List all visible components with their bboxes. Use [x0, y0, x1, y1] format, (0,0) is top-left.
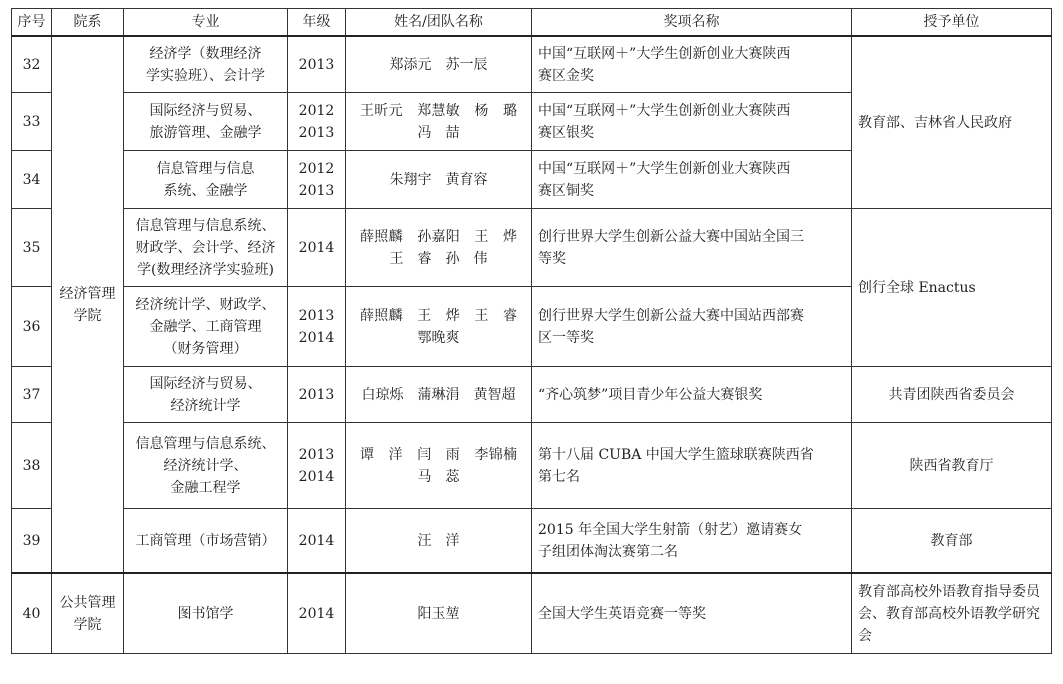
grade-line: 2012: [298, 102, 335, 119]
major-line: 图书馆学: [177, 605, 234, 622]
cell-award: [532, 287, 852, 367]
award-line: 第十八届 CUBA 中国大学生篮球联赛陕西省: [538, 446, 814, 463]
major-line: 系统、金融学: [163, 182, 248, 199]
major-line: 国际经济与贸易、: [149, 375, 262, 392]
cell-no: 33: [12, 93, 52, 151]
team-line: 马 蕊: [417, 468, 460, 485]
team-line: 薛照麟 孙嘉阳 王 烨: [360, 228, 517, 245]
cell-team: [346, 509, 532, 574]
awards-table: [11, 8, 1052, 654]
team-line: 郑添元 苏一辰: [389, 56, 488, 73]
header-row: [12, 9, 1052, 37]
team-line: 鄂晚爽: [417, 329, 460, 346]
dept-econ-text: 经济管理学院: [59, 285, 116, 324]
team-line: 谭 洋 闫 雨 李锦楠: [360, 446, 517, 463]
major-line: 国际经济与贸易、: [149, 102, 262, 119]
grade-line: 2014: [298, 532, 335, 549]
award-line: 赛区铜奖: [538, 182, 594, 199]
major-line: （财务管理）: [163, 340, 248, 357]
grade-line: 2012: [298, 160, 335, 177]
table-row: [12, 36, 1052, 93]
major-line: 经济统计学: [170, 397, 241, 414]
cell-team: [346, 367, 532, 423]
award-line: 创行世界大学生创新公益大赛中国站西部赛: [538, 307, 804, 324]
grade-line: 2013: [298, 307, 335, 324]
header-issuer: 授予单位: [852, 9, 1052, 37]
cell-grade: [288, 151, 346, 209]
grade-line: 2013: [298, 446, 335, 463]
cell-grade: [288, 573, 346, 654]
award-line: 创行世界大学生创新公益大赛中国站全国三: [538, 228, 804, 245]
cell-team: [346, 209, 532, 287]
cell-issuer-moe: 教育部: [852, 509, 1052, 574]
table-row: [12, 573, 1052, 654]
cell-no: 39: [12, 509, 52, 574]
grade-line: 2014: [298, 239, 335, 256]
cell-no: 40: [12, 573, 52, 654]
team-line: 冯 喆: [417, 124, 460, 141]
dept-public-text: 公共管理学院: [59, 594, 116, 633]
cell-team: [346, 93, 532, 151]
cell-award: [532, 151, 852, 209]
cell-no: 38: [12, 423, 52, 509]
major-line: 经济统计学、财政学、: [135, 296, 276, 313]
cell-issuer-moe-foreign: 教育部高校外语教育指导委员会、教育部高校外语教学研究会: [852, 573, 1052, 654]
major-line: 信息管理与信息系统、: [135, 217, 276, 234]
cell-no: 32: [12, 36, 52, 93]
header-dept: 院系: [52, 9, 124, 37]
team-line: 王 睿 孙 伟: [389, 250, 488, 267]
major-line: 金融工程学: [170, 479, 241, 496]
cell-major: [124, 93, 288, 151]
grade-line: 2014: [298, 468, 335, 485]
major-line: 旅游管理、金融学: [149, 124, 262, 141]
cell-grade: [288, 36, 346, 93]
cell-grade: [288, 209, 346, 287]
major-line: 经济统计学、: [163, 457, 248, 474]
team-line: 王昕元 郑慧敏 杨 璐: [360, 102, 517, 119]
cell-major: [124, 151, 288, 209]
table-row: [12, 367, 1052, 423]
grade-line: 2013: [298, 56, 335, 73]
major-line: 信息管理与信息: [156, 160, 255, 177]
team-line: 汪 洋: [417, 532, 460, 549]
cell-award: [532, 509, 852, 574]
major-line: 经济学（数理经济: [149, 45, 262, 62]
grade-line: 2014: [298, 329, 335, 346]
table-row: [12, 509, 1052, 574]
cell-major: [124, 509, 288, 574]
award-line: 全国大学生英语竞赛一等奖: [538, 605, 706, 622]
cell-team: [346, 287, 532, 367]
table-row: [12, 209, 1052, 287]
cell-no: 37: [12, 367, 52, 423]
cell-team: [346, 36, 532, 93]
cell-grade: [288, 367, 346, 423]
award-line: 等奖: [538, 250, 566, 267]
table-row: [12, 423, 1052, 509]
cell-no: 35: [12, 209, 52, 287]
cell-major: [124, 423, 288, 509]
cell-major: [124, 367, 288, 423]
cell-major: [124, 287, 288, 367]
cell-major: [124, 36, 288, 93]
header-no: 序号: [12, 9, 52, 37]
cell-no: 34: [12, 151, 52, 209]
grade-line: 2013: [298, 386, 335, 403]
cell-issuer-shaanxi-edu: 陕西省教育厅: [852, 423, 1052, 509]
cell-award: [532, 573, 852, 654]
award-line: 中国“互联网＋”大学生创新创业大赛陕西: [538, 160, 791, 177]
team-line: 阳玉堃: [417, 605, 460, 622]
major-line: 学(数理经济学实验班): [137, 261, 274, 278]
major-line: 信息管理与信息系统、: [135, 435, 276, 452]
header-grade: 年级: [288, 9, 346, 37]
major-line: 工商管理（市场营销）: [135, 532, 276, 549]
cell-grade: [288, 509, 346, 574]
awards-table-page: [11, 8, 1052, 654]
grade-line: 2013: [298, 124, 335, 141]
header-major: 专业: [124, 9, 288, 37]
cell-award: [532, 209, 852, 287]
major-line: 金融学、工商管理: [149, 318, 262, 335]
cell-award: [532, 36, 852, 93]
award-line: 第七名: [538, 468, 580, 485]
award-line: 2015 年全国大学生射箭（射艺）邀请赛女: [538, 521, 803, 538]
grade-line: 2013: [298, 182, 335, 199]
cell-grade: [288, 287, 346, 367]
cell-major: [124, 209, 288, 287]
cell-dept-public: [52, 573, 124, 654]
award-line: 区一等奖: [538, 329, 594, 346]
team-line: 朱翔宇 黄育容: [389, 171, 488, 188]
cell-award: [532, 93, 852, 151]
award-line: “齐心筑梦”项目青少年公益大赛银奖: [538, 386, 763, 403]
award-line: 中国“互联网＋”大学生创新创业大赛陕西: [538, 102, 791, 119]
header-team: 姓名/团队名称: [346, 9, 532, 37]
cell-grade: [288, 423, 346, 509]
cell-issuer-moe-jilin: 教育部、吉林省人民政府: [852, 36, 1052, 209]
cell-team: [346, 423, 532, 509]
team-line: 白琼烁 蒲琳涓 黄智超: [361, 386, 516, 403]
cell-award: [532, 423, 852, 509]
cell-award: [532, 367, 852, 423]
header-award: 奖项名称: [532, 9, 852, 37]
award-line: 中国“互联网＋”大学生创新创业大赛陕西: [538, 45, 791, 62]
award-line: 赛区金奖: [538, 67, 594, 84]
cell-major: [124, 573, 288, 654]
grade-line: 2014: [298, 605, 335, 622]
major-line: 学实验班）、会计学: [146, 67, 265, 84]
cell-team: [346, 151, 532, 209]
cell-dept-econ: [52, 36, 124, 573]
cell-team: [346, 573, 532, 654]
major-line: 财政学、会计学、经济: [135, 239, 276, 256]
cell-no: 36: [12, 287, 52, 367]
team-line: 薛照麟 王 烨 王 睿: [360, 307, 517, 324]
cell-issuer-enactus: 创行全球 Enactus: [852, 209, 1052, 367]
cell-issuer-youth-league: 共青团陕西省委员会: [852, 367, 1052, 423]
award-line: 子组团体淘汰赛第二名: [538, 543, 678, 560]
award-line: 赛区银奖: [538, 124, 594, 141]
cell-grade: [288, 93, 346, 151]
